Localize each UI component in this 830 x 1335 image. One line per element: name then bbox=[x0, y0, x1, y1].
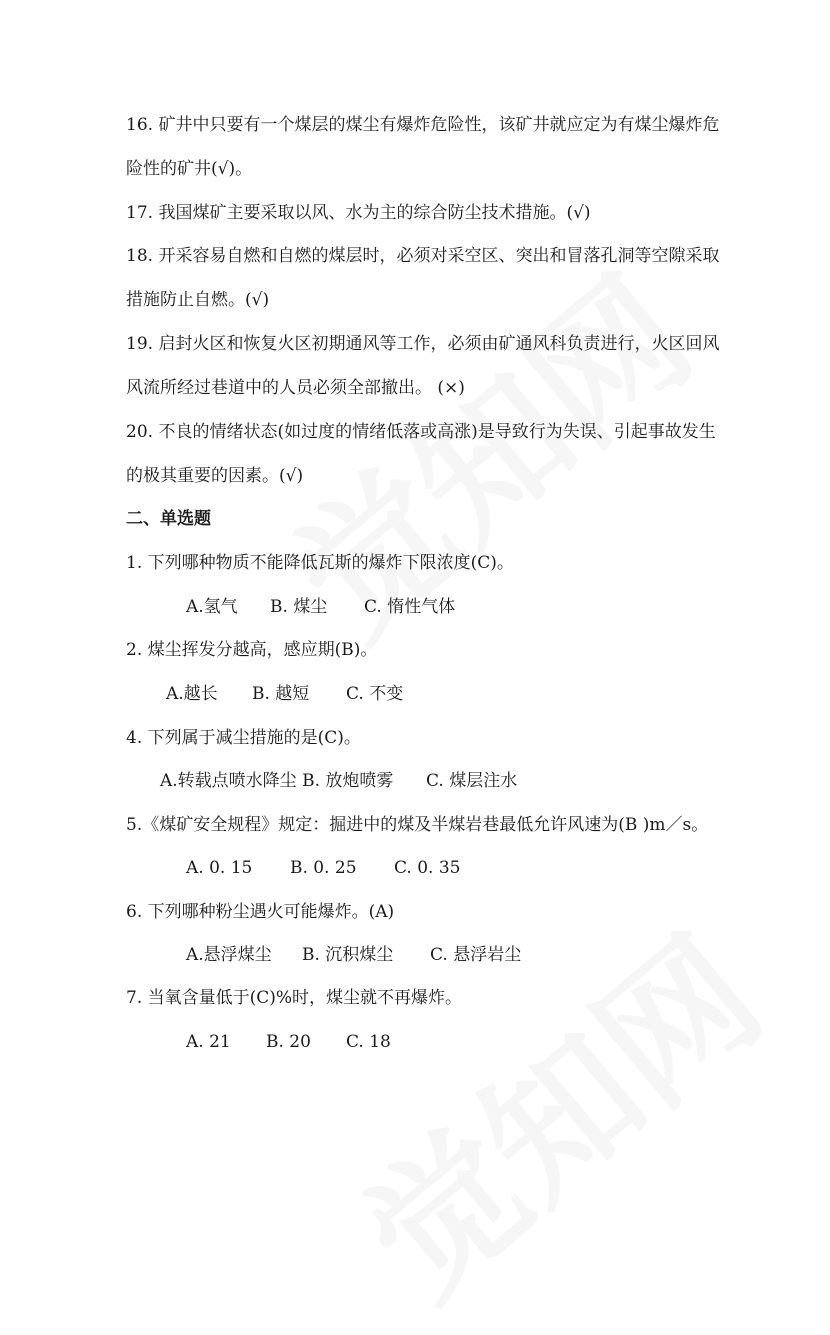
option: B. 0. 25 bbox=[290, 858, 357, 878]
text-line: 20. 不良的情绪状态(如过度的情绪低落或高涨)是导致行为失误、引起事故发生 bbox=[126, 422, 716, 442]
option: B. 越短 bbox=[252, 684, 310, 704]
question-options bbox=[186, 857, 460, 879]
text-line: 的极其重要的因素。(√) bbox=[126, 466, 304, 486]
text-line: 风流所经过巷道中的人员必须全部撤出。 (×) bbox=[126, 378, 465, 398]
question-options bbox=[186, 1031, 391, 1053]
question-text: 1. 下列哪种物质不能降低瓦斯的爆炸下限浓度(C)。 bbox=[126, 553, 514, 573]
question-text: 4. 下列属于减尘措施的是(C)。 bbox=[126, 728, 361, 748]
text-line: 19. 启封火区和恢复火区初期通风等工作，必须由矿通风科负责进行，火区回风 bbox=[126, 334, 720, 354]
question-options bbox=[186, 596, 455, 618]
option: B. 煤尘 bbox=[270, 597, 328, 617]
question-options bbox=[166, 683, 403, 705]
option: C. 不变 bbox=[346, 684, 404, 704]
option: A.越长 bbox=[166, 684, 218, 704]
question-text: 7. 当氧含量低于(C)%时，煤尘就不再爆炸。 bbox=[126, 988, 463, 1008]
option: A.转载点喷水降尘 B. 放炮喷雾 bbox=[160, 771, 394, 791]
text-line: 险性的矿井(√)。 bbox=[126, 159, 253, 179]
option: B. 20 bbox=[266, 1032, 311, 1052]
question-text: 5.《煤矿安全规程》规定：掘进中的煤及半煤岩巷最低允许风速为(B )m／s。 bbox=[126, 815, 709, 835]
option: C. 0. 35 bbox=[394, 858, 461, 878]
option: C. 煤层注水 bbox=[426, 771, 518, 791]
option: A.氢气 bbox=[186, 597, 238, 617]
option: C. 悬浮岩尘 bbox=[430, 945, 522, 965]
text-line: 18. 开采容易自燃和自燃的煤层时，必须对采空区、突出和冒落孔洞等空隙采取 bbox=[126, 246, 720, 266]
question-text: 6. 下列哪种粉尘遇火可能爆炸。(A) bbox=[126, 902, 395, 922]
option: A. 21 bbox=[186, 1032, 231, 1052]
option: B. 沉积煤尘 bbox=[302, 945, 394, 965]
question-options bbox=[160, 770, 517, 792]
option: C. 18 bbox=[346, 1032, 391, 1052]
option: A.悬浮煤尘 bbox=[186, 945, 272, 965]
text-line: 16. 矿井中只要有一个煤层的煤尘有爆炸危险性，该矿井就应定为有煤尘爆炸危 bbox=[126, 115, 720, 135]
option: C. 惰性气体 bbox=[364, 597, 456, 617]
option: A. 0. 15 bbox=[186, 858, 253, 878]
question-text: 2. 煤尘挥发分越高，感应期(B)。 bbox=[126, 640, 378, 660]
section-heading: 二、单选题 bbox=[126, 509, 211, 529]
question-options bbox=[186, 944, 521, 966]
text-line: 措施防止自燃。(√) bbox=[126, 290, 270, 310]
text-line: 17. 我国煤矿主要采取以风、水为主的综合防尘技术措施。(√) bbox=[126, 203, 591, 223]
